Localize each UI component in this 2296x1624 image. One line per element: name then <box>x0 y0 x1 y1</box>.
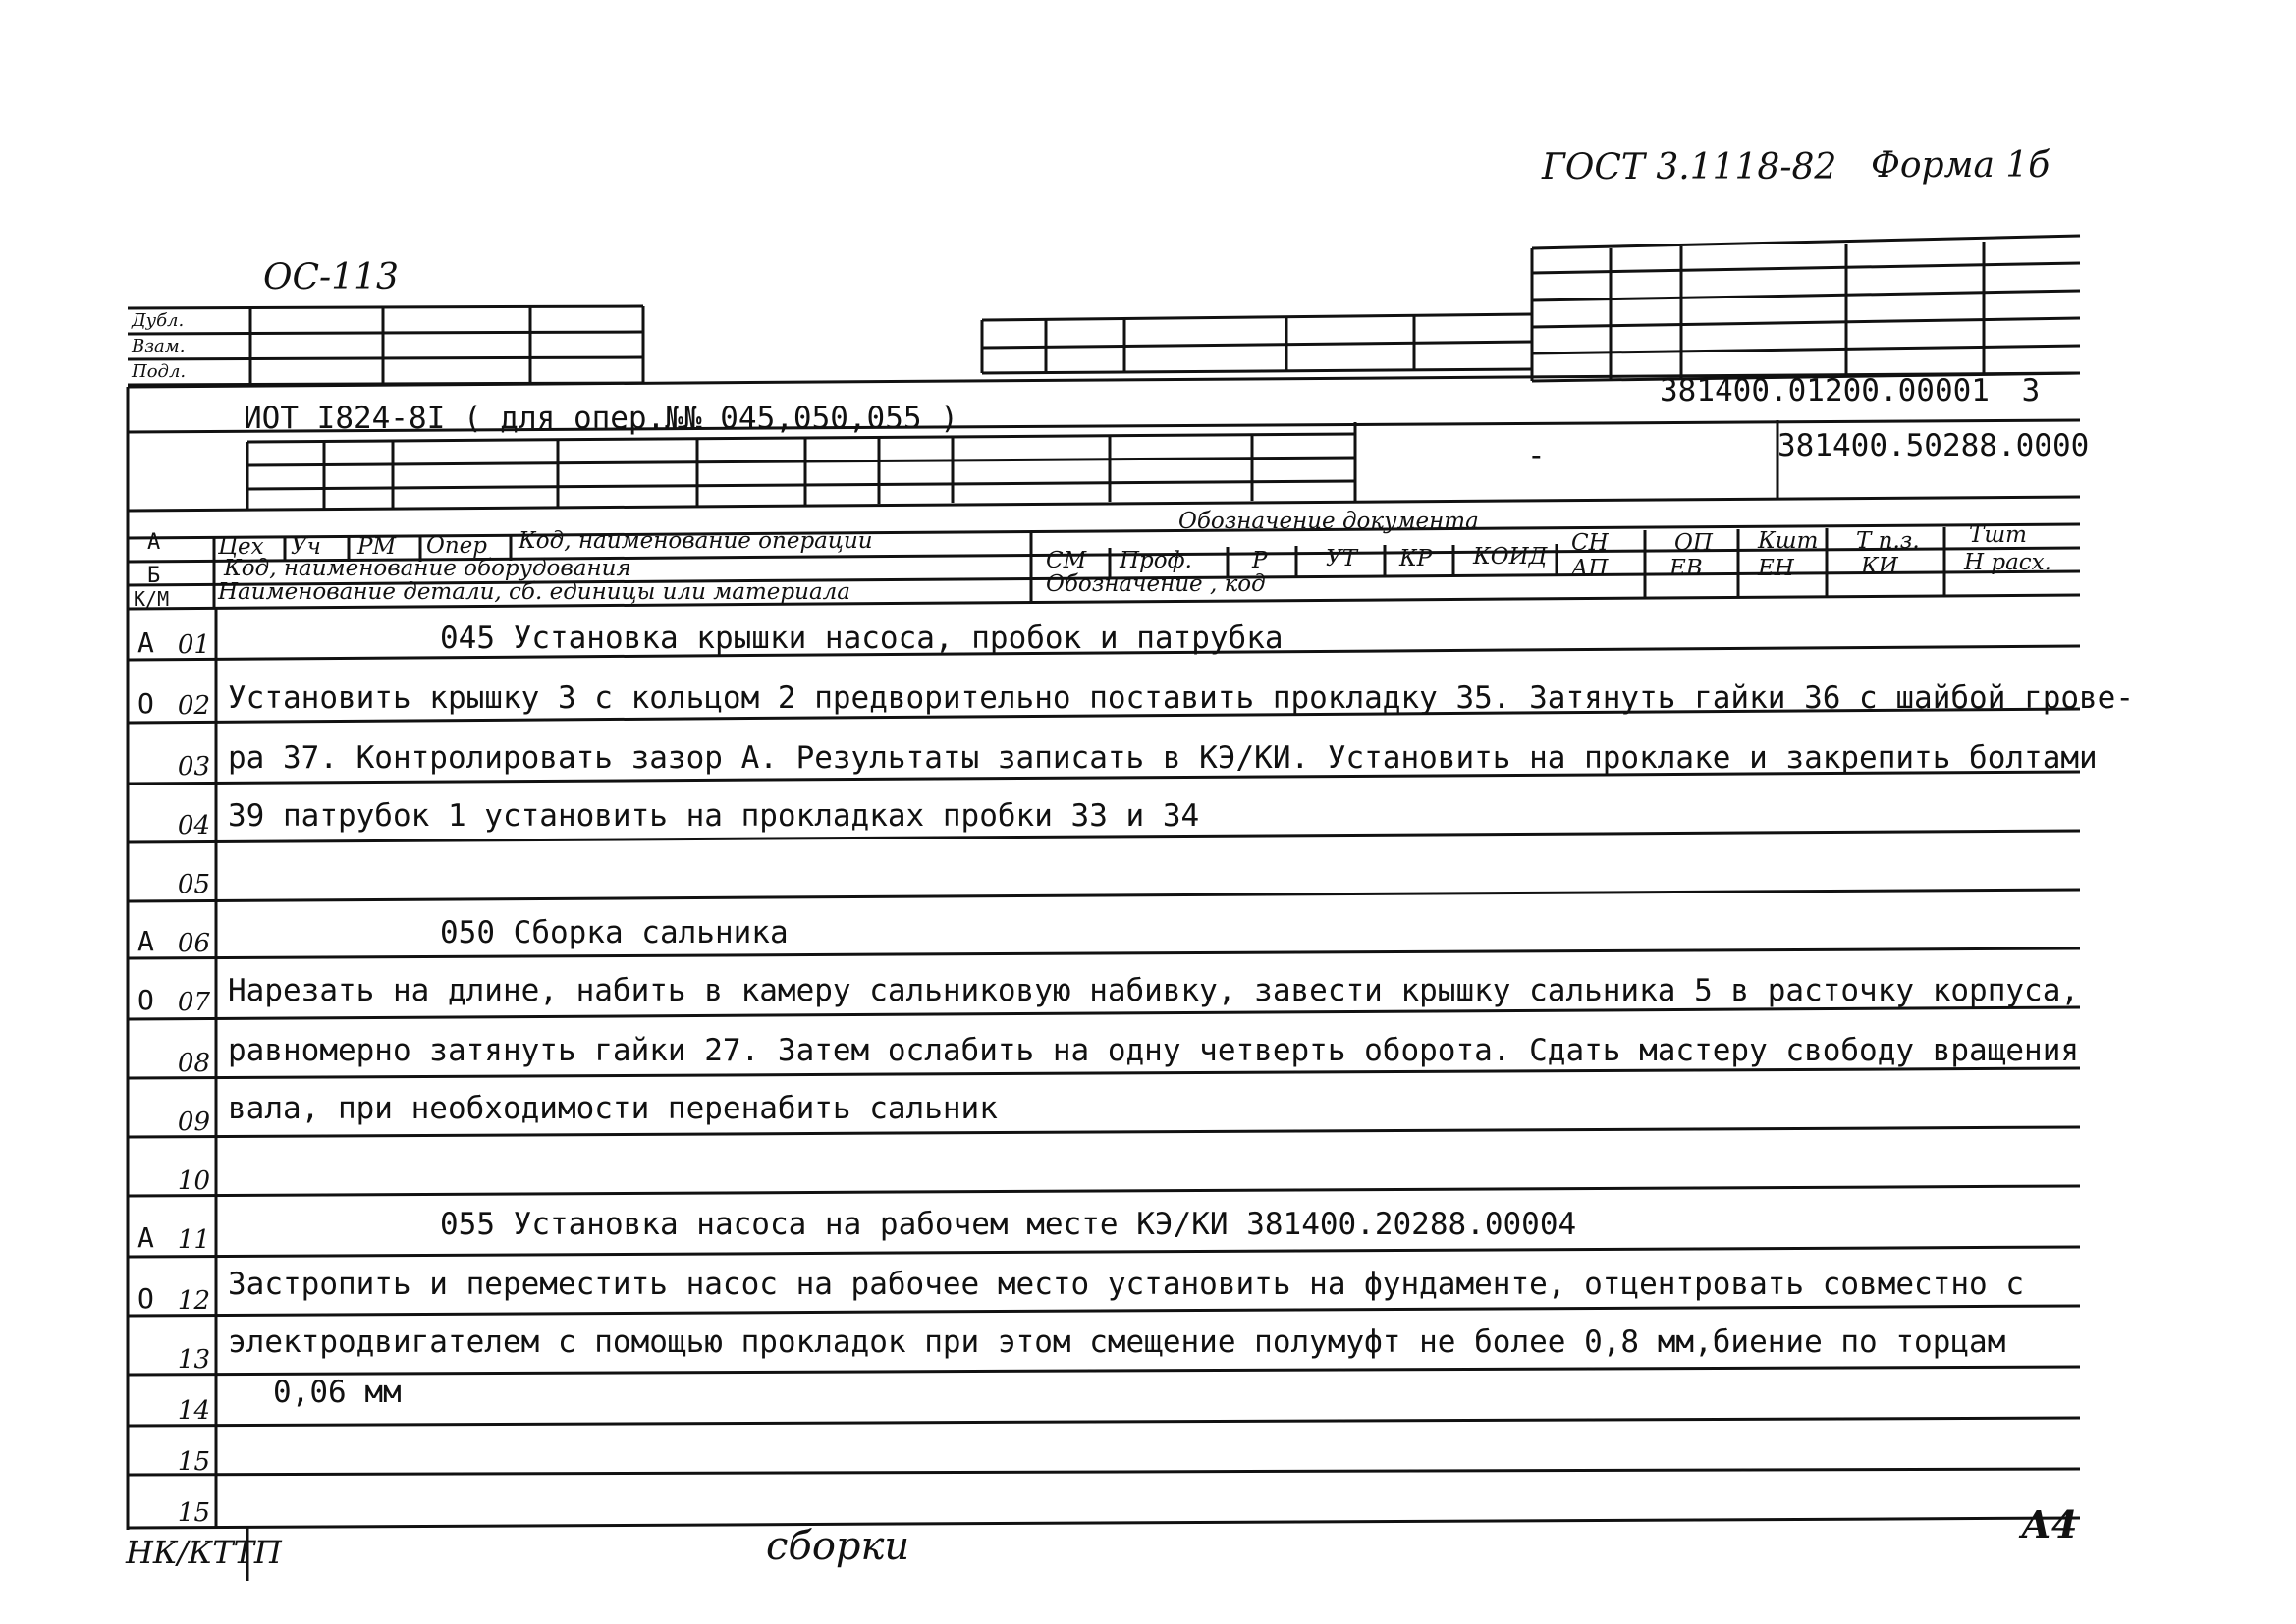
row-text: Установить крышку 3 с кольцом 2 предворительно поставить прокладку 35. Затянуть гайки 36 с шайбой грове- <box>228 680 2135 716</box>
gost-reference: ГОСТ 3.1118-82 <box>1542 147 1837 188</box>
form-number: Форма 1б <box>1871 145 2050 186</box>
header-ut: УТ <box>1326 546 1357 571</box>
stamp-label-dubl: Дубл. <box>132 310 185 331</box>
header-uch: Уч <box>291 534 321 560</box>
row-text: Нарезать на длине, набить в камеру сальниковую набивку, завести крышку сальника 5 в расточку корпуса, <box>228 973 2080 1008</box>
header-prof: Проф. <box>1120 548 1192 573</box>
row-letter: О <box>137 687 154 720</box>
row-text: 055 Установка насоса на рабочем месте КЭ/КИ 381400.20288.00004 <box>440 1207 1577 1242</box>
header-ap: АП <box>1571 556 1609 581</box>
row-number: 11 <box>177 1225 210 1255</box>
sheet-code: ОС-113 <box>263 257 399 298</box>
row-text: 050 Сборка сальника <box>440 915 789 950</box>
row-number: 04 <box>177 811 210 840</box>
header-rm: РМ <box>357 534 397 560</box>
document-dash: - <box>1527 438 1546 473</box>
row-number: 12 <box>177 1286 210 1316</box>
row-letter: О <box>137 1282 154 1315</box>
header-op: ОП <box>1674 530 1713 556</box>
header-ev: ЕВ <box>1669 556 1703 581</box>
header-oper: Опер <box>426 533 488 559</box>
row-text: 0,06 мм <box>273 1375 402 1410</box>
row-text: 045 Установка крышки насоса, пробок и патрубка <box>440 621 1284 656</box>
row-number: 15 <box>177 1498 210 1528</box>
header-ksht: Кшт <box>1758 528 1819 554</box>
header-en: ЕН <box>1758 556 1794 581</box>
row-text: равномерно затянуть гайки 27. Затем ослабить на одну четверть оборота. Сдать мастеру свободу вращения <box>228 1033 2080 1068</box>
header-r: Р <box>1252 548 1268 573</box>
stamp-label-vzam: Взам. <box>132 336 186 356</box>
header-ki: КИ <box>1861 554 1898 579</box>
document-number-second: 381400.50288.0000 <box>1777 428 2090 463</box>
document-number-top: 381400.01200.00001 3 <box>1660 373 2041 408</box>
footer-format: А4 <box>2021 1502 2078 1546</box>
row-number: 08 <box>177 1049 210 1078</box>
header-tsht: Тшт <box>1969 522 2027 548</box>
header-tpz: Т п.з. <box>1856 528 1920 554</box>
header-koid: КОИД <box>1473 544 1548 569</box>
header-designation-code: Обозначение , код <box>1046 571 1266 597</box>
row-number: 14 <box>177 1396 210 1426</box>
row-text: электродвигателем с помощью прокладок при этом смещение полумуфт не более 0,8 мм,биение по торцам <box>228 1325 2006 1360</box>
row-text: Застропить и переместить насос на рабочее место установить на фундаменте, отцентровать совместно с <box>228 1267 2025 1302</box>
header-letter-km: К/М <box>134 587 170 611</box>
stamp-label-podl: Подл. <box>132 361 187 382</box>
row-number: 03 <box>177 752 210 782</box>
header-nrash: Н расх. <box>1964 550 2051 575</box>
row-letter: А <box>137 925 154 957</box>
row-number: 09 <box>177 1108 210 1137</box>
header-letter-b: Б <box>147 564 161 588</box>
row-letter: А <box>137 626 154 659</box>
row-text: 39 патрубок 1 установить на прокладках пробки 33 и 34 <box>228 798 1200 834</box>
row-number: 05 <box>177 870 210 899</box>
instruction-reference: ИОТ I824-8I ( для опер.№№ 045,050,055 ) <box>244 401 958 436</box>
row-letter: О <box>137 984 154 1016</box>
row-number: 07 <box>177 988 210 1017</box>
row-number: 15 <box>177 1447 210 1477</box>
row-number: 01 <box>177 630 210 660</box>
row-letter: А <box>137 1221 154 1254</box>
header-operation-name: Код, наименование операции <box>519 528 873 554</box>
header-designation-document: Обозначение документа <box>1178 509 1479 534</box>
row-text: ра 37. Контролировать зазор А. Результаты записать в КЭ/КИ. Установить на проклаке и закрепить болтами <box>228 740 2098 776</box>
footer-form-code: НК/КТТП <box>126 1534 282 1571</box>
header-letter-a: А <box>147 530 161 555</box>
header-sm: СМ <box>1046 548 1087 573</box>
footer-title: сборки <box>766 1524 910 1569</box>
header-equipment: Код, наименование оборудования <box>224 556 631 581</box>
row-text: вала, при необходимости перенабить сальник <box>228 1091 998 1126</box>
header-detail-name: Наименование детали, сб. единицы или материала <box>218 579 851 605</box>
row-number: 06 <box>177 929 210 958</box>
row-number: 02 <box>177 691 210 721</box>
row-number: 10 <box>177 1166 210 1196</box>
header-sn: СН <box>1571 530 1609 556</box>
row-number: 13 <box>177 1345 210 1375</box>
header-cekh: Цех <box>218 534 264 560</box>
header-kr: КР <box>1399 546 1433 571</box>
